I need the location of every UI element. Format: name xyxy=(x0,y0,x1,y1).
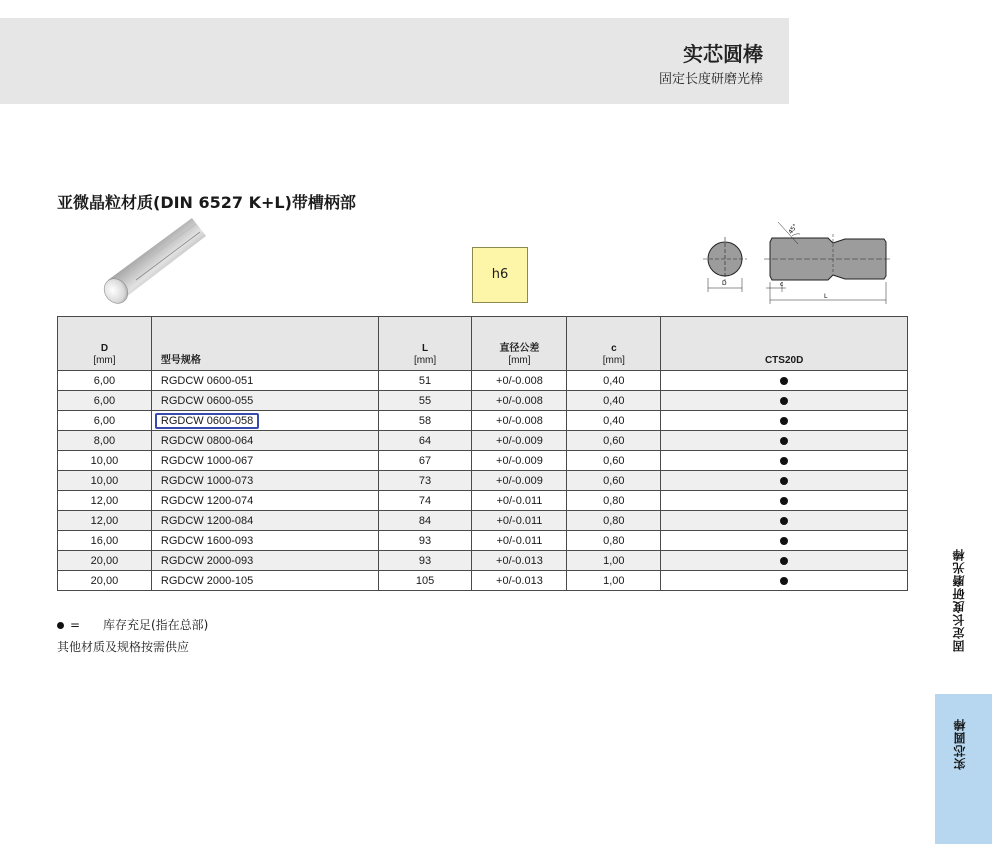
cell-l: 93 xyxy=(378,551,472,571)
table-row xyxy=(58,471,908,491)
cell-d: 12,00 xyxy=(58,511,152,531)
cell-l: 55 xyxy=(378,391,472,411)
cell-c: 0,40 xyxy=(567,371,661,391)
cell-l: 58 xyxy=(378,411,472,431)
cell-stock xyxy=(661,371,908,391)
header-tolerance: 直径公差 [mm] xyxy=(472,317,567,371)
legend-note: 其他材质及规格按需供应 xyxy=(57,640,190,654)
stock-dot-icon xyxy=(780,437,788,445)
cell-c: 0,80 xyxy=(567,491,661,511)
cross-section-view xyxy=(703,237,747,292)
cell-tolerance: +0/-0.009 xyxy=(472,431,567,451)
table-row xyxy=(58,391,908,411)
cell-d: 8,00 xyxy=(58,431,152,451)
stock-dot-icon xyxy=(780,377,788,385)
rod-image xyxy=(100,214,208,310)
cell-d: 16,00 xyxy=(58,531,152,551)
legend-dot-icon xyxy=(57,622,64,629)
stock-dot-icon xyxy=(780,537,788,545)
stock-dot-icon xyxy=(780,497,788,505)
cell-l: 74 xyxy=(378,491,472,511)
header-l: L [mm] xyxy=(378,317,472,371)
cell-model: RGDCW 2000-093 xyxy=(151,551,378,571)
table-header-row xyxy=(58,317,908,371)
selected-model-highlight[interactable]: RGDCW 0600-058 xyxy=(155,413,259,429)
cell-tolerance: +0/-0.011 xyxy=(472,491,567,511)
cell-stock xyxy=(661,431,908,451)
spec-table xyxy=(57,316,908,591)
header-d: D [mm] xyxy=(58,317,152,371)
cell-c: 0,80 xyxy=(567,531,661,551)
d-dimension-label: D xyxy=(722,280,727,287)
cell-tolerance: +0/-0.011 xyxy=(472,511,567,531)
cell-stock xyxy=(661,471,908,491)
cell-stock xyxy=(661,531,908,551)
header-c: c [mm] xyxy=(567,317,661,371)
cell-l: 105 xyxy=(378,571,472,591)
cell-c: 1,00 xyxy=(567,571,661,591)
cell-d: 10,00 xyxy=(58,451,152,471)
stock-dot-icon xyxy=(780,577,788,585)
cell-stock xyxy=(661,551,908,571)
c-dimension-label: c xyxy=(780,281,784,288)
cell-model: RGDCW 0600-051 xyxy=(151,371,378,391)
table-row xyxy=(58,451,908,471)
page-subtitle: 固定长度研磨光棒 xyxy=(658,72,763,87)
cell-l: 64 xyxy=(378,431,472,451)
header-band xyxy=(0,18,789,104)
stock-dot-icon xyxy=(780,457,788,465)
cell-model: RGDCW 1000-073 xyxy=(151,471,378,491)
cell-tolerance: +0/-0.011 xyxy=(472,531,567,551)
cell-c: 0,40 xyxy=(567,391,661,411)
cell-d: 20,00 xyxy=(58,551,152,571)
cell-model: RGDCW 0600-055 xyxy=(151,391,378,411)
cell-stock xyxy=(661,571,908,591)
cell-c: 0,40 xyxy=(567,411,661,431)
stock-dot-icon xyxy=(780,477,788,485)
cell-d: 20,00 xyxy=(58,571,152,591)
l-dimension-label: L xyxy=(824,293,828,300)
side-label-category: 固定长度研磨光棒 xyxy=(952,548,966,652)
table-row xyxy=(58,551,908,571)
angle-label: 45° xyxy=(787,222,800,236)
cell-c: 1,00 xyxy=(567,551,661,571)
cell-model: RGDCW 1200-084 xyxy=(151,511,378,531)
cell-c: 0,60 xyxy=(567,471,661,491)
legend-stock-text: 库存充足(指在总部) xyxy=(103,618,209,632)
cell-tolerance: +0/-0.009 xyxy=(472,451,567,471)
cell-c: 0,80 xyxy=(567,511,661,531)
cell-model: RGDCW 1000-067 xyxy=(151,451,378,471)
cell-tolerance: +0/-0.008 xyxy=(472,391,567,411)
cell-tolerance: +0/-0.009 xyxy=(472,471,567,491)
stock-dot-icon xyxy=(780,397,788,405)
stock-dot-icon xyxy=(780,417,788,425)
cell-tolerance: +0/-0.008 xyxy=(472,371,567,391)
cell-tolerance: +0/-0.013 xyxy=(472,551,567,571)
cell-l: 67 xyxy=(378,451,472,471)
stock-dot-icon xyxy=(780,517,788,525)
cell-d: 6,00 xyxy=(58,371,152,391)
header-grade: CTS20D xyxy=(661,317,908,371)
cell-model xyxy=(151,411,378,431)
tolerance-box: h6 xyxy=(472,247,528,303)
legend-stock-row xyxy=(57,614,208,636)
technical-drawing xyxy=(700,214,892,306)
table-row xyxy=(58,511,908,531)
cell-stock xyxy=(661,451,908,471)
table-row xyxy=(58,571,908,591)
side-view xyxy=(764,222,890,304)
side-tab-label: 实芯圆棒 xyxy=(953,718,967,770)
cell-model: RGDCW 1200-074 xyxy=(151,491,378,511)
table-row xyxy=(58,371,908,391)
cell-l: 93 xyxy=(378,531,472,551)
cell-model: RGDCW 2000-105 xyxy=(151,571,378,591)
table-row xyxy=(58,531,908,551)
cell-tolerance: +0/-0.008 xyxy=(472,411,567,431)
cell-l: 73 xyxy=(378,471,472,491)
cell-stock xyxy=(661,491,908,511)
cell-d: 6,00 xyxy=(58,411,152,431)
header-model: 型号规格 xyxy=(151,317,378,371)
section-title: 亚微晶粒材质(DIN 6527 K+L)带槽柄部 xyxy=(57,193,356,212)
cell-stock xyxy=(661,411,908,431)
cell-l: 51 xyxy=(378,371,472,391)
cell-model: RGDCW 0800-064 xyxy=(151,431,378,451)
cell-tolerance: +0/-0.013 xyxy=(472,571,567,591)
table-row xyxy=(58,431,908,451)
side-tab[interactable] xyxy=(935,694,992,844)
legend-equals: = xyxy=(70,618,81,632)
stock-dot-icon xyxy=(780,557,788,565)
cell-stock xyxy=(661,511,908,531)
cell-c: 0,60 xyxy=(567,451,661,471)
legend xyxy=(57,614,208,658)
table-row xyxy=(58,411,908,431)
cell-d: 10,00 xyxy=(58,471,152,491)
table-row xyxy=(58,491,908,511)
cell-d: 12,00 xyxy=(58,491,152,511)
page-title: 实芯圆棒 xyxy=(683,42,763,66)
cell-stock xyxy=(661,391,908,411)
cell-c: 0,60 xyxy=(567,431,661,451)
cell-d: 6,00 xyxy=(58,391,152,411)
cell-l: 84 xyxy=(378,511,472,531)
cell-model: RGDCW 1600-093 xyxy=(151,531,378,551)
